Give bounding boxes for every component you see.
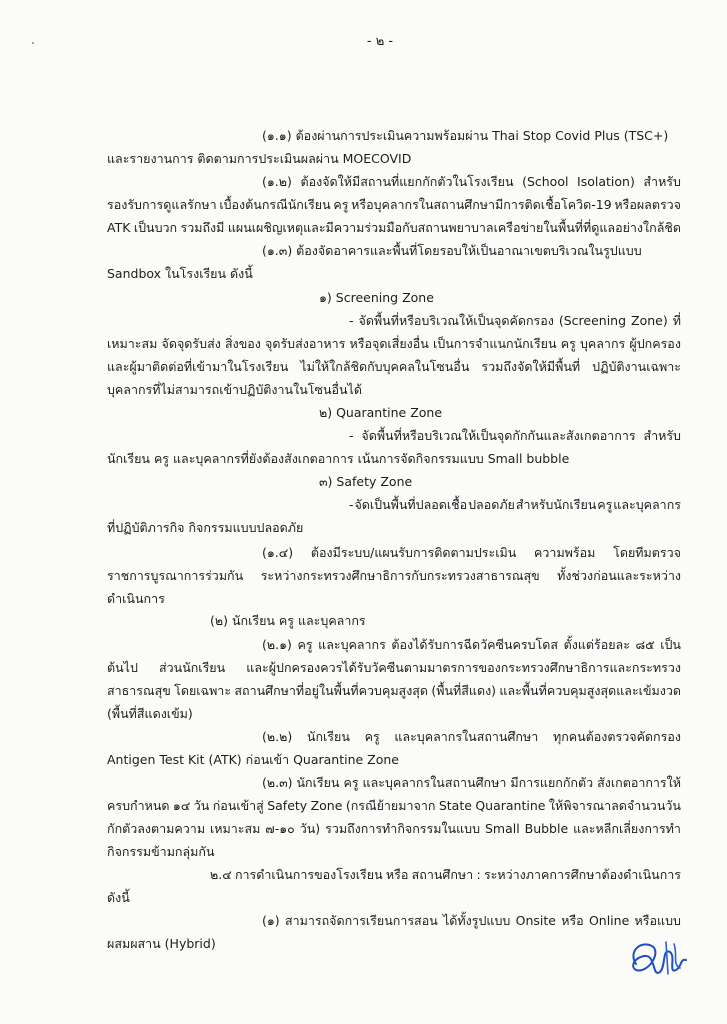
text-line: (๑.๓) ต้องจัดอาคารและพื้นที่โดยรอบให้เป็นอาณาเขตบริเวณในรูปแบบ bbox=[262, 243, 642, 258]
text-line: ต้นไป ส่วนนักเรียน และผู้ปกครองควรได้รับวัคซีนตามมาตรการของกระทรวงศึกษาธิการและกระทรวง bbox=[107, 660, 681, 675]
text-line: เหมาะสม จัดจุดรับส่ง สิ่งของ จุดรับส่งอาหาร หรือจุดเสี่ยงอื่น เป็นการจำแนกนักเรียน ครู บุคลากร ผู้ปกครอง bbox=[107, 336, 681, 351]
text-line: ดำเนินการ bbox=[107, 591, 165, 606]
text-line: และรายงานการ ติดตามการประเมินผลผ่าน MOECOVID bbox=[107, 151, 412, 166]
scan-speck bbox=[32, 42, 34, 44]
text-line: - จัดพื้นที่หรือบริเวณให้เป็นจุดกักกันและสังเกตอาการ สำหรับ bbox=[349, 428, 681, 443]
text-line: ครบกำหนด ๑๔ วัน ก่อนเข้าสู่ Safety Zone (กรณีย้ายมาจาก State Quarantine ให้พิจารณาลดจำนวนวัน bbox=[107, 798, 681, 813]
text-line: (๑.๑) ต้องผ่านการประเมินความพร้อมผ่าน Thai Stop Covid Plus (TSC+) bbox=[262, 128, 669, 143]
text-line: ที่ปฏิบัติภารกิจ กิจกรรมแบบปลอดภัย bbox=[107, 520, 304, 535]
text-line: กิจกรรมข้ามกลุ่มกัน bbox=[107, 844, 215, 859]
text-line: ๑) Screening Zone bbox=[319, 290, 434, 305]
text-line: (๑.๒) ต้องจัดให้มีสถานที่แยกกักตัวในโรงเรียน (School Isolation) สำหรับ bbox=[262, 174, 681, 189]
text-line: ๓) Safety Zone bbox=[319, 474, 413, 489]
text-line: ๒) Quarantine Zone bbox=[319, 405, 443, 420]
text-line: และผู้มาติดต่อที่เข้ามาในโรงเรียน ไม่ให้ใกล้ชิดกับบุคคลในโซนอื่น รวมถึงจัดให้มีพื้นที่ ปฏิบัติงานเฉพาะ bbox=[107, 359, 681, 374]
text-line: (๒.๒) นักเรียน ครู และบุคลากรในสถานศึกษา ทุกคนต้องตรวจคัดกรอง bbox=[262, 729, 681, 744]
text-line: - จัดพื้นที่หรือบริเวณให้เป็นจุดคัดกรอง (Screening Zone) ที่ bbox=[349, 313, 681, 328]
text-line: ๒.๔ การดำเนินการของโรงเรียน หรือ สถานศึกษา : ระหว่างภาคการศึกษาต้องดำเนินการ bbox=[210, 867, 681, 882]
page-number: - ๒ - bbox=[366, 34, 394, 49]
text-line: (๑.๔) ต้องมีระบบ/แผนรับการติดตามประเมิน ความพร้อม โดยทีมตรวจ bbox=[262, 545, 681, 560]
signature-mark bbox=[622, 934, 694, 984]
text-line: กักตัวลงตามความ เหมาะสม ๗-๑๐ วัน) รวมถึงการทำกิจกรรมในแบบ Small Bubble และหลีกเลี่ยงการทำ bbox=[107, 821, 681, 836]
text-line: บุคลากรที่ไม่สามารถเข้าปฏิบัติงานในโซนอื่นได้ bbox=[107, 382, 362, 397]
text-line: (๒.๓) นักเรียน ครู และบุคลากรในสถานศึกษา มีการแยกกักตัว สังเกตอาการให้ bbox=[262, 775, 681, 790]
text-line: ผสมผสาน (Hybrid) bbox=[107, 936, 216, 951]
text-line: Sandbox ในโรงเรียน ดังนี้ bbox=[107, 266, 253, 281]
text-line: รองรับการดูแลรักษา เบื้องต้นกรณีนักเรียน ครู หรือบุคลากรในสถานศึกษามีการติดเชื้อโควิด-19 หรือผลตรวจ bbox=[107, 197, 681, 212]
text-line: (๒) นักเรียน ครู และบุคลากร bbox=[210, 613, 366, 628]
text-line: (๒.๑) ครู และบุคลากร ต้องได้รับการฉีดวัคซีนครบโดส ตั้งแต่ร้อยละ ๘๕ เป็น bbox=[262, 637, 681, 652]
text-line: (พื้นที่สีแดงเข้ม) bbox=[107, 706, 193, 721]
text-line: (๑) สามารถจัดการเรียนการสอน ได้ทั้งรูปแบบ Onsite หรือ Online หรือแบบ bbox=[262, 913, 681, 928]
text-line: ดังนี้ bbox=[107, 890, 130, 905]
text-line: สาธารณสุข โดยเฉพาะ สถานศึกษาที่อยู่ในพื้นที่ควบคุมสูงสุด (พื้นที่สีแดง) และพื้นที่ควบคุมสูงสุดและเข้มงวด bbox=[107, 683, 681, 698]
text-line: นักเรียน ครู และบุคลากรที่ยังต้องสังเกตอาการ เน้นการจัดกิจกรรมแบบ Small bubble bbox=[107, 451, 570, 466]
text-line: - จัดเป็นพื้นที่ปลอดเชื้อ ปลอดภัย สำหรับนักเรียน ครู และบุคลากร bbox=[349, 497, 681, 512]
text-line: Antigen Test Kit (ATK) ก่อนเข้า Quarantine Zone bbox=[107, 752, 399, 767]
text-line: ราชการบูรณาการร่วมกัน ระหว่างกระทรวงศึกษาธิการกับกระทรวงสาธารณสุข ทั้งช่วงก่อนและระหว่าง bbox=[107, 568, 681, 583]
text-line: ATK เป็นบวก รวมถึงมี แผนเผชิญเหตุและมีความร่วมมือกับสถานพยาบาลเครือข่ายในพื้นที่ที่ดูแลอย่างใกล้ชิด bbox=[107, 220, 681, 235]
